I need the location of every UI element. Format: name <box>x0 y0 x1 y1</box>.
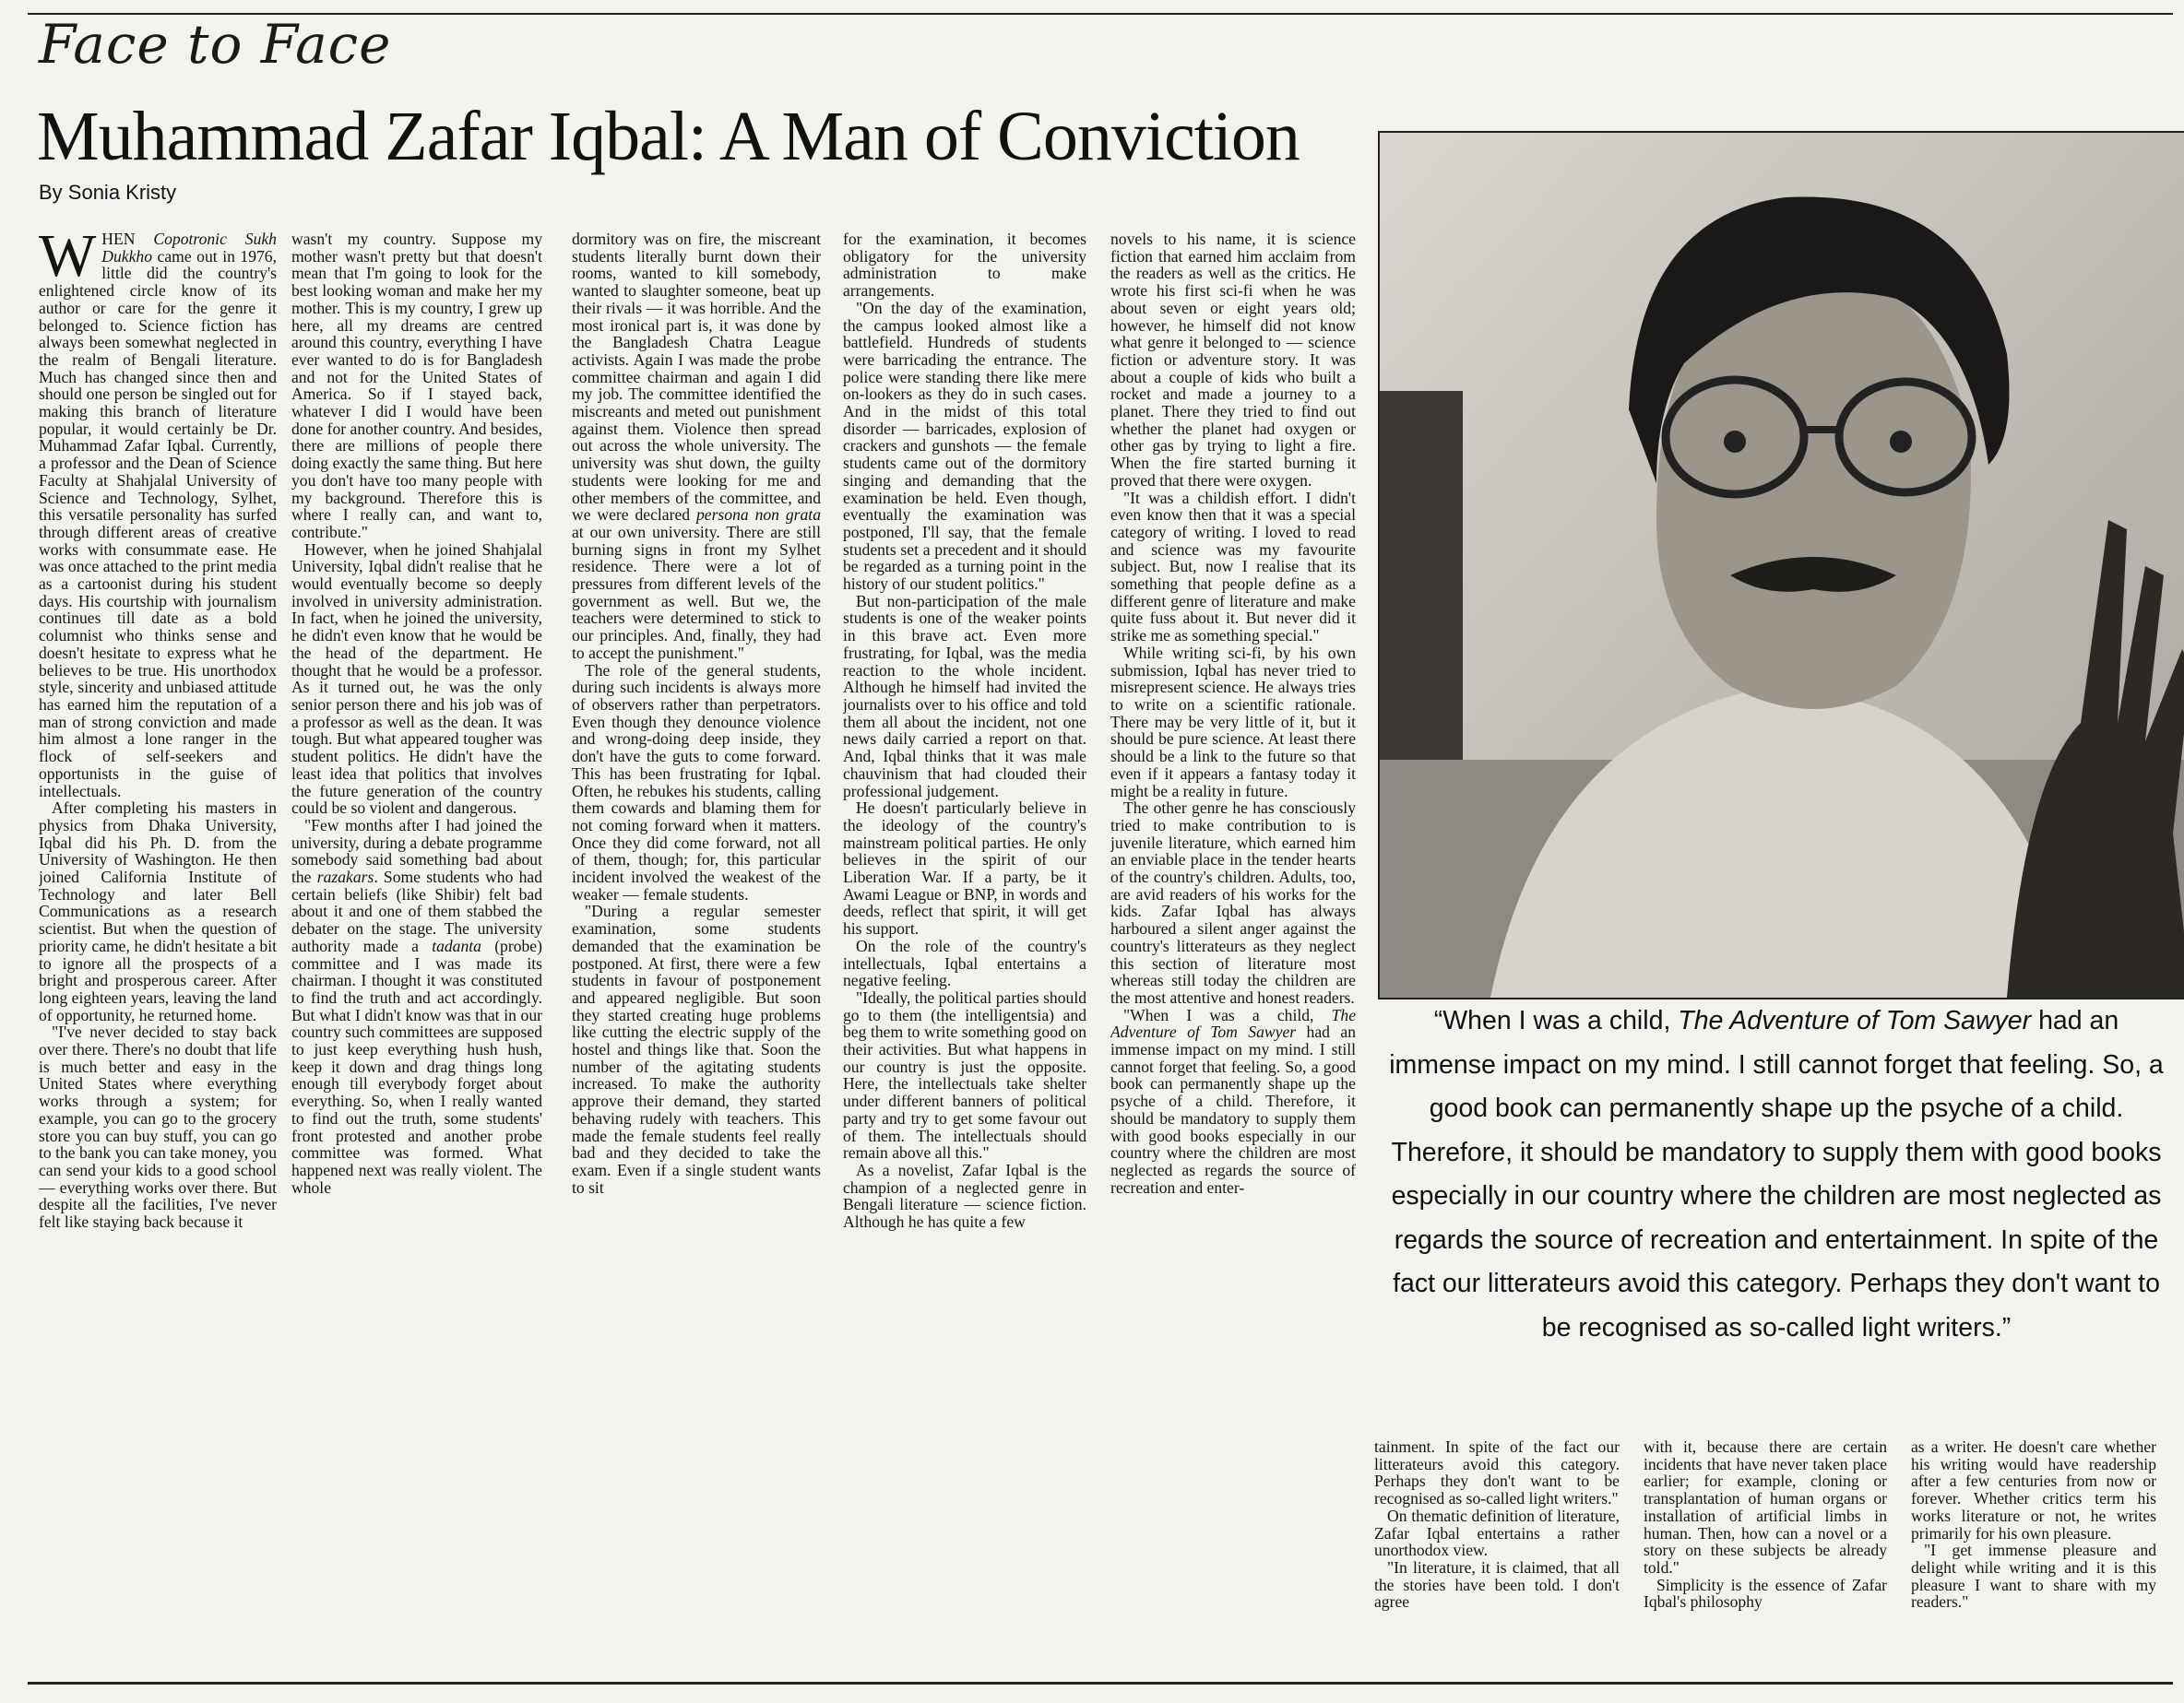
article-paragraph: Simplicity is the essence of Zafar Iqbal's philosophy <box>1644 1575 1887 1612</box>
pull-quote-book-title: The Adventure of Tom Sawyer <box>1678 1006 2032 1035</box>
article-paragraph: On thematic definition of literature, Zafar Iqbal entertains a rather unorthodox view. <box>1374 1506 1620 1560</box>
article-paragraph: "On the day of the examination, the campus looked almost like a battlefield. Hundreds of students were barricading the entrance. The police were standing there like mere on-lookers as they do in such cases. And in the midst of this total disorder — barricades, explosion of crackers and gunshots — the female students came out of the dormitory singing and demanding that the examination be held. Even though, eventually the examination was postponed, I'll say, that the female students set a precedent and it should be regarded as a turning point in the history of our student politics." <box>843 298 1086 594</box>
section-label: Face to Face <box>39 13 392 76</box>
article-paragraph: WHEN Copotronic Sukh Dukkho came out in 1976, little did the country's enlightened circle know of its author or care for the genre it belonged to. Science fiction has always been somewhat neglected in the realm of Bengali literature. Much has changed since then and should one person be singled out for making this branch of literature popular, it would certainly be Dr. Muhammad Zafar Iqbal. Currently, a professor and the Dean of Science Faculty at Shahjalal University of Science and Technology, Sylhet, this versatile personality has surfed through different areas of creative works with consummate ease. He was once attached to the print media as a cartoonist during his student days. His courtship with journalism continues till date as a bold columnist who thinks sense and doesn't hesitate to express what he believes to be true. His unorthodox style, sincerity and unbiased attitude has earned him the reputation of a man of strong conviction and made him almost a lone ranger in the flock of self-seekers and opportunists in the guise of intellectuals. <box>39 231 277 800</box>
article-paragraph: The role of the general students, during such incidents is always more of observers rather than perpetrators. Even though they denounce violence and wrong-doing deep inside, they don't have the guts to come forward. This has been frustrating for Iqbal. Often, he rebukes his students, calling them cowards and blaming them for not coming forward when it matters. Once they did come forward, not all of them, though; for, this particular incident involved the weakest of the weaker — female students. <box>572 660 821 904</box>
article-column-4 <box>843 231 1086 1671</box>
portrait-illustration <box>1380 133 2184 998</box>
article-paragraph: tainment. In spite of the fact our litterateurs avoid this category. Perhaps they don't want to be recognised as so-called light writers." <box>1374 1438 1620 1508</box>
article-column-2 <box>291 231 542 1671</box>
article-paragraph: "Ideally, the political parties should go to them (the intelligentsia) and beg them to write something good on their activities. But what happens in our country is just the opposite. Here, the intellectuals take shelter under different banners of political party and try to get some favour out of them. The intellectuals should remain above all this." <box>843 988 1086 1163</box>
article-paragraph: with it, because there are certain incidents that have never taken place earlier; for example, cloning or transplantation of human organs or installation of artificial limbs in human. Then, how can a novel or a story on these subjects be already told." <box>1644 1438 1887 1577</box>
article-paragraph: for the examination, it becomes obligatory for the university administration to make arrangements. <box>843 231 1086 301</box>
portrait-photo <box>1378 131 2184 999</box>
article-paragraph: dormitory was on fire, the miscreant students literally burnt down their rooms, wanted to kill somebody, wanted to slaughter someone, beat up their rivals — it was horrible. And the most ironical part is, it was done by the Bangladesh Chatra League activists. Again I was made the probe committee chairman and again I did my job. The committee identified the miscreants and meted out punishment against them. Violence then spread out across the whole university. The university was shut down, the guilty students were looking for me and other members of the committee, and we were declared persona non grata at our own university. There are still burning signs in front my Sylhet residence. There were a lot of pressures from different levels of the government as well. But we, the teachers were determined to stick to our principles. And, finally, they had to accept the punishment." <box>572 231 821 662</box>
article-paragraph: He doesn't particularly believe in the ideology of the country's mainstream political parties. He only believes in the spirit of our Liberation War. If a party, be it Awami League or BNP, in words and deeds, reflect that spirit, it will get his support. <box>843 798 1086 939</box>
article-paragraph: After completing his masters in physics from Dhaka University, Iqbal did his Ph. D. from the University of Washington. He then joined California Institute of Technology and later Bell Communications as a research scientist. But when the question of priority came, he didn't hesitate a bit to ignore all the prospects of a bright and prosperous career. After long eighteen years, leaving the land of opportunity, he returned home. <box>39 798 277 1024</box>
article-column-5 <box>1110 231 1356 1671</box>
article-paragraph: as a writer. He doesn't care whether his writing would have readership after a few centuries from now or forever. Whether critics term his works literature or not, he writes primarily for his own pleasure. <box>1911 1438 2156 1543</box>
article-paragraph: "During a regular semester examination, some students demanded that the examination be postponed. At first, there were a few students in favour of postponement and appeared negligible. But soon they started creating huge problems like cutting the electric supply of the hostel and things like that. Soon the number of the agitating students increased. To make the authority approve their demand, they started behaving rudely with teachers. This made the female students feel really bad and they decided to take the exam. Even if a single student wants to sit <box>572 902 821 1197</box>
article-paragraph: On the role of the country's intellectuals, Iqbal entertains a negative feeling. <box>843 936 1086 990</box>
headline: Muhammad Zafar Iqbal: A Man of Conviction <box>37 98 1300 175</box>
drop-cap: W <box>39 231 97 290</box>
article-column-6 <box>1374 1438 1620 1676</box>
article-column-7 <box>1644 1438 1887 1676</box>
article-paragraph: "Few months after I had joined the university, during a debate programme somebody said something bad about the razakars. Some students who had certain beliefs (like Shibir) felt bad about it and one of them stabbed the debater on the stage. The university authority made a tadanta (probe) committee and I was made its chairman. I thought it was constituted to find the truth and act accordingly. But what I didn't know was that in our country such committees are supposed to just keep everything hush hush, keep it down and drag things long enough till everybody forget about everything. So, when I really wanted to find out the truth, some students' front protested and another probe committee was formed. What happened next was really violent. The whole <box>291 815 542 1197</box>
article-paragraph: "I've never decided to stay back over there. There's no doubt that life is much better and easy in the United States where everything works through a system; for example, you can go to the grocery store you can buy stuff, you can go to the bank you can take money, you can send your kids to a good school — everything works over there. But despite all the facilities, I've never felt like staying back because it <box>39 1023 277 1232</box>
article-paragraph: The other genre he has consciously tried to make contribution to is juvenile literature, which earned him an enviable place in the tender hearts of the country's children. Adults, too, are avid readers of his works for the kids. Zafar Iqbal has always harboured a silent anger against the country's litterateurs as they neglect this section of literature most whereas still today the children are the most attentive and honest readers. <box>1110 798 1356 1007</box>
article-column-8 <box>1911 1438 2156 1676</box>
article-column-3 <box>572 231 821 1671</box>
article-paragraph: novels to his name, it is science fiction that earned him acclaim from the readers as well as the critics. He wrote his first sci-fi when he was about seven or eight years old; however, he himself did not know what genre it belonged to — science fiction or adventure story. It was about a couple of kids who built a rocket and made a journey to a planet. There they tried to find out whether the planet had oxygen or other gas by trying to light a fire. When the fire started burning it proved that there were oxygen. <box>1110 231 1356 490</box>
pull-quote: “When I was a child, The Adventure of Tom Sawyer had an immense impact on my mind. I still cannot forget that feeling. So, a good book can permanently shape up the psyche of a child. Therefore, it should be mandatory to supply them with good books especially in our country where the children are most neglected as regards the source of recreation and entertainment. In spite of the fact our litterateurs avoid this category. Perhaps they don't want to be recognised as so-called light writers.” <box>1389 1006 2164 1342</box>
byline: By Sonia Kristy <box>39 181 177 204</box>
article-paragraph: "It was a childish effort. I didn't even know then that it was a special category of writing. I loved to read and science was my favourite subject. But, now I realise that its something that people define as a different genre of literature and make quite fuss about it. But never did it strike me as something special." <box>1110 488 1356 645</box>
article-paragraph: "In literature, it is claimed, that all the stories have been told. I don't agree <box>1374 1557 1620 1612</box>
article-column-1 <box>39 231 277 1671</box>
article-paragraph: But non-participation of the male students is one of the weaker points in this brave act. Even more frustrating, for Iqbal, was the media reaction to the whole incident. Although he himself had invited the journalists over to his office and told them all about the incident, not one news daily carried a report on that. And, Iqbal thinks that it was male chauvinism that had clouded their professional judgement. <box>843 591 1086 800</box>
article-paragraph: However, when he joined Shahjalal University, Iqbal didn't realise that he would eventually become so deeply involved in university administration. In fact, when he joined the university, he didn't even know that he would be the head of the department. He thought that he would be a professor. As it turned out, he was the only senior person there and his job was of a professor as well as the dean. It was tough. But what appeared tougher was student politics. He didn't have the least idea that politics that involves the future generation of the country could be so violent and dangerous. <box>291 539 542 818</box>
article-paragraph: "When I was a child, The Adventure of Tom Sawyer had an immense impact on my mind. I still cannot forget that feeling. So, a good book can permanently shape up the psyche of a child. Therefore, it should be mandatory to supply them with good books especially in our country where the children are most neglected as regards the source of recreation and enter- <box>1110 1005 1356 1197</box>
article-paragraph: While writing sci-fi, by his own submission, Iqbal has never tried to misrepresent science. He always tries to write on a scientific rationale. There may be very little of it, but it should be pure science. At least there should be a link to the future so that even if it appears a fantasy today it might be a reality in future. <box>1110 643 1356 800</box>
bottom-rule <box>28 1682 2173 1685</box>
article-paragraph: "I get immense pleasure and delight while writing and it is this pleasure I want to share with my readers." <box>1911 1541 2156 1612</box>
book-title: Copotronic Sukh Dukkho <box>101 231 277 266</box>
article-paragraph: As a novelist, Zafar Iqbal is the champion of a neglected genre in Bengali literature — science fiction. Although he has quite a few <box>843 1160 1086 1232</box>
article-paragraph: wasn't my country. Suppose my mother wasn't pretty but that doesn't mean that I'm going to look for the best looking woman and make her my mother. This is my country, I grew up here, all my dreams are centred around this country, everything I have ever wanted to do is for Bangladesh and not for the United States of America. So if I stayed back, whatever I did I would have been done for another country. And besides, there are millions of people there doing exactly the same thing. But here you don't have too many people with my background. Therefore this is where I really can, and want to, contribute." <box>291 231 542 541</box>
